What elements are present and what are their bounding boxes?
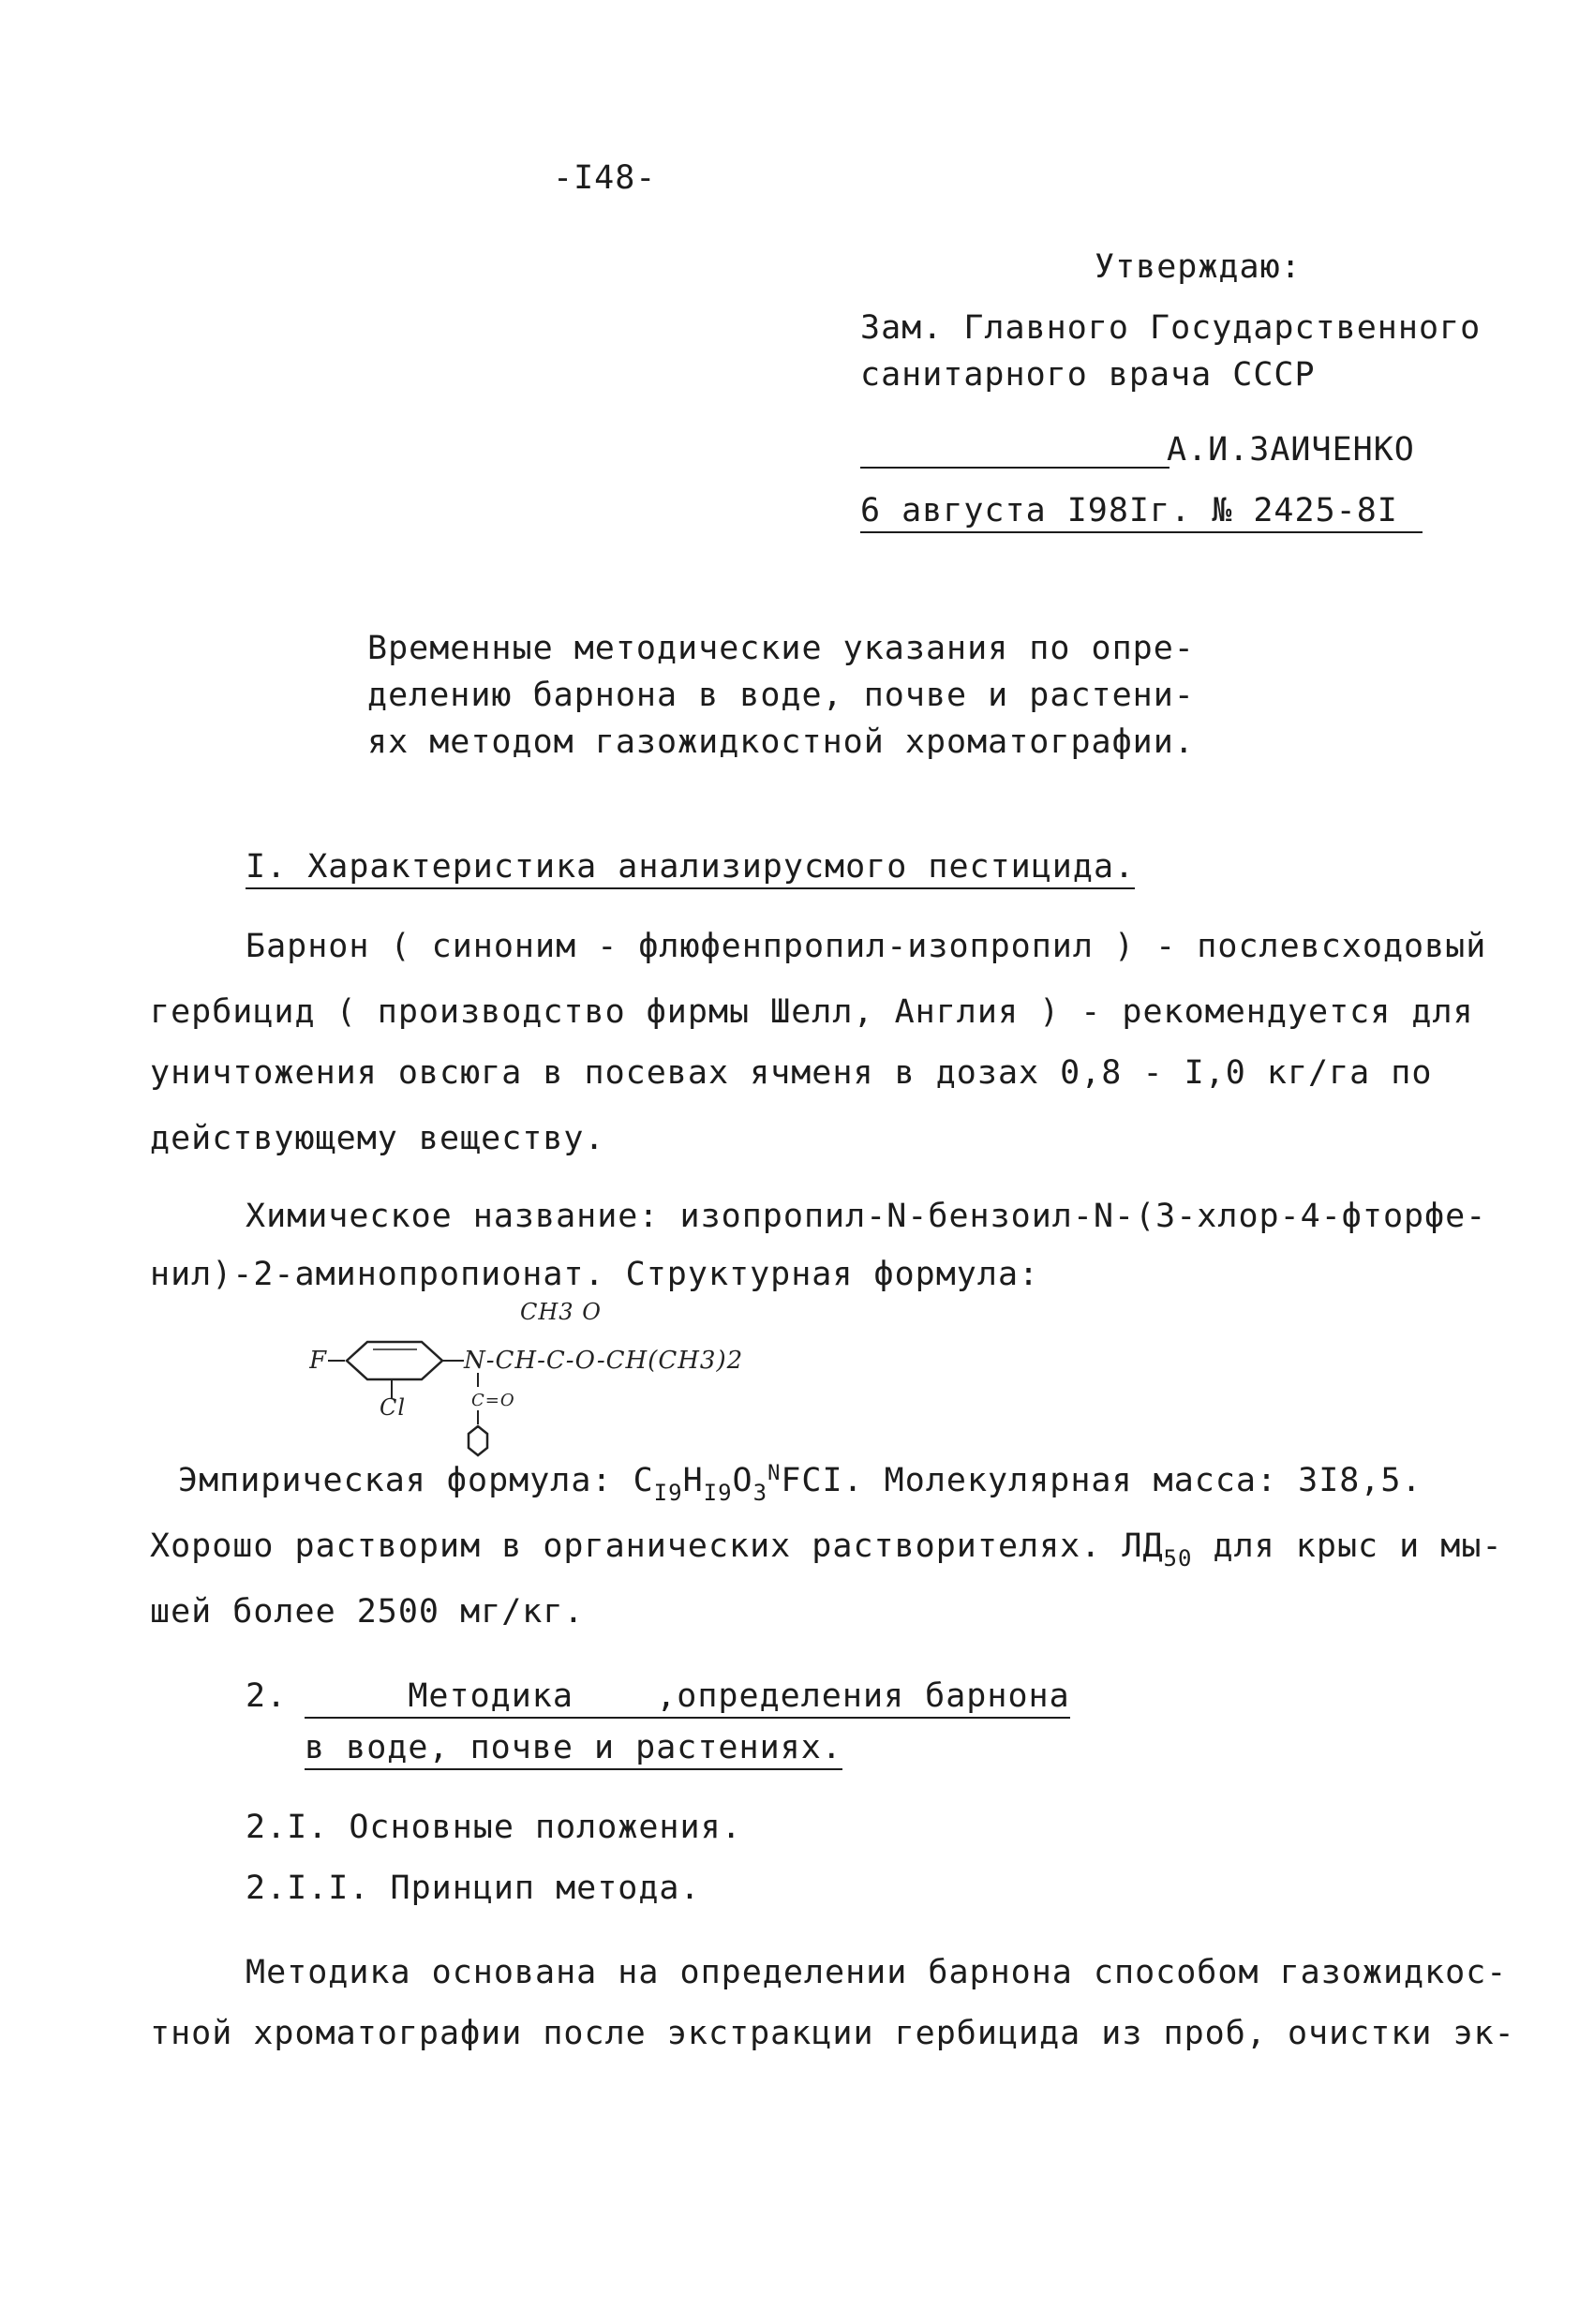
empirical-o: O	[732, 1462, 753, 1499]
section-1-heading: I. Характеристика анализирусмого пестицида.	[246, 848, 1135, 889]
approval-date-number: 6 августа I98Iг. № 2425-8I	[860, 492, 1423, 533]
approval-line-1: Зам. Главного Государственного	[860, 309, 1482, 347]
title-line-3: ях методом газожидкостной хроматографии.	[367, 723, 1195, 761]
solubility-prefix: Хорошо растворим в органических растворителях. ЛД	[150, 1527, 1164, 1565]
approval-heading: Утверждаю:	[1095, 248, 1302, 286]
solubility-line	[150, 1527, 1503, 1572]
structural-formula	[309, 1284, 890, 1471]
signature-line	[860, 433, 1169, 469]
empirical-h: H	[682, 1462, 704, 1499]
empirical-sub-h: I9	[703, 1480, 733, 1506]
empirical-prefix: Эмпирическая формула: C	[178, 1462, 654, 1499]
section-1-p2-line-1: Химическое название: изопропил-N-бензоил-N-(3-хлор-4-фторфе-	[246, 1198, 1487, 1235]
section-1-p2-line-2: нил)-2-аминопропионат. Структурная формула:	[150, 1256, 1040, 1293]
empirical-formula-line	[178, 1462, 1423, 1506]
section-2-heading-line-2: в воде, почве и растениях.	[305, 1729, 842, 1770]
subsection-2-1: 2.I. Основные положения.	[246, 1809, 742, 1846]
section-1-p1-line-2: гербицид ( производство фирмы Шелл, Англия ) - рекомендуется для	[150, 993, 1474, 1031]
formula-carbonyl-label: C=O	[471, 1391, 515, 1410]
page-number: -I48-	[553, 159, 657, 197]
title-line-1: Временные методические указания по опре-	[367, 630, 1195, 667]
section-1-p1-line-1: Барнон ( синоним - флюфенпропил-изопропил ) - послевсходовый	[246, 928, 1487, 965]
solubility-rest: для крыс и мы-	[1192, 1527, 1503, 1565]
section-2-number: 2.	[246, 1677, 288, 1715]
ld50-subscript: 50	[1163, 1545, 1193, 1572]
formula-benzene-ring	[347, 1342, 442, 1379]
empirical-rest: FCI. Молекулярная масса: 3I8,5.	[781, 1462, 1423, 1499]
empirical-sup-n: N	[767, 1462, 782, 1485]
formula-top-label: CH3 O	[520, 1299, 602, 1325]
approval-line-2: санитарного врача СССР	[860, 356, 1316, 394]
formula-fluorine-label: F	[309, 1347, 328, 1375]
formula-chlorine-label: Cl	[380, 1394, 407, 1421]
section-2-heading-line-1: Методика ,определения барнона	[305, 1677, 1070, 1719]
section-1-p1-line-4: действующему веществу.	[150, 1120, 605, 1157]
section-2-p1-line-1: Методика основана на определении барнона способом газожидкос-	[246, 1954, 1508, 1991]
formula-phenyl-ring	[469, 1426, 487, 1455]
title-line-2: делению барнона в воде, почве и растени-	[367, 677, 1195, 714]
empirical-sub-c: I9	[653, 1480, 683, 1506]
approval-signatory: А.И.ЗАИЧЕНКО	[1167, 431, 1415, 469]
empirical-sub-o: 3	[752, 1480, 768, 1506]
section-1-p1-line-3: уничтожения овсюга в посевах ячменя в дозах 0,8 - I,0 кг/га по	[150, 1054, 1433, 1092]
subsection-2-1-1: 2.I.I. Принцип метода.	[246, 1870, 701, 1907]
formula-main-chain: N-CH-C-O-CH(CH3)2	[464, 1347, 744, 1375]
toxicity-line: шей более 2500 мг/кг.	[150, 1593, 585, 1631]
section-2-p1-line-2: тной хроматографии после экстракции гербицида из проб, очистки эк-	[150, 2015, 1515, 2052]
